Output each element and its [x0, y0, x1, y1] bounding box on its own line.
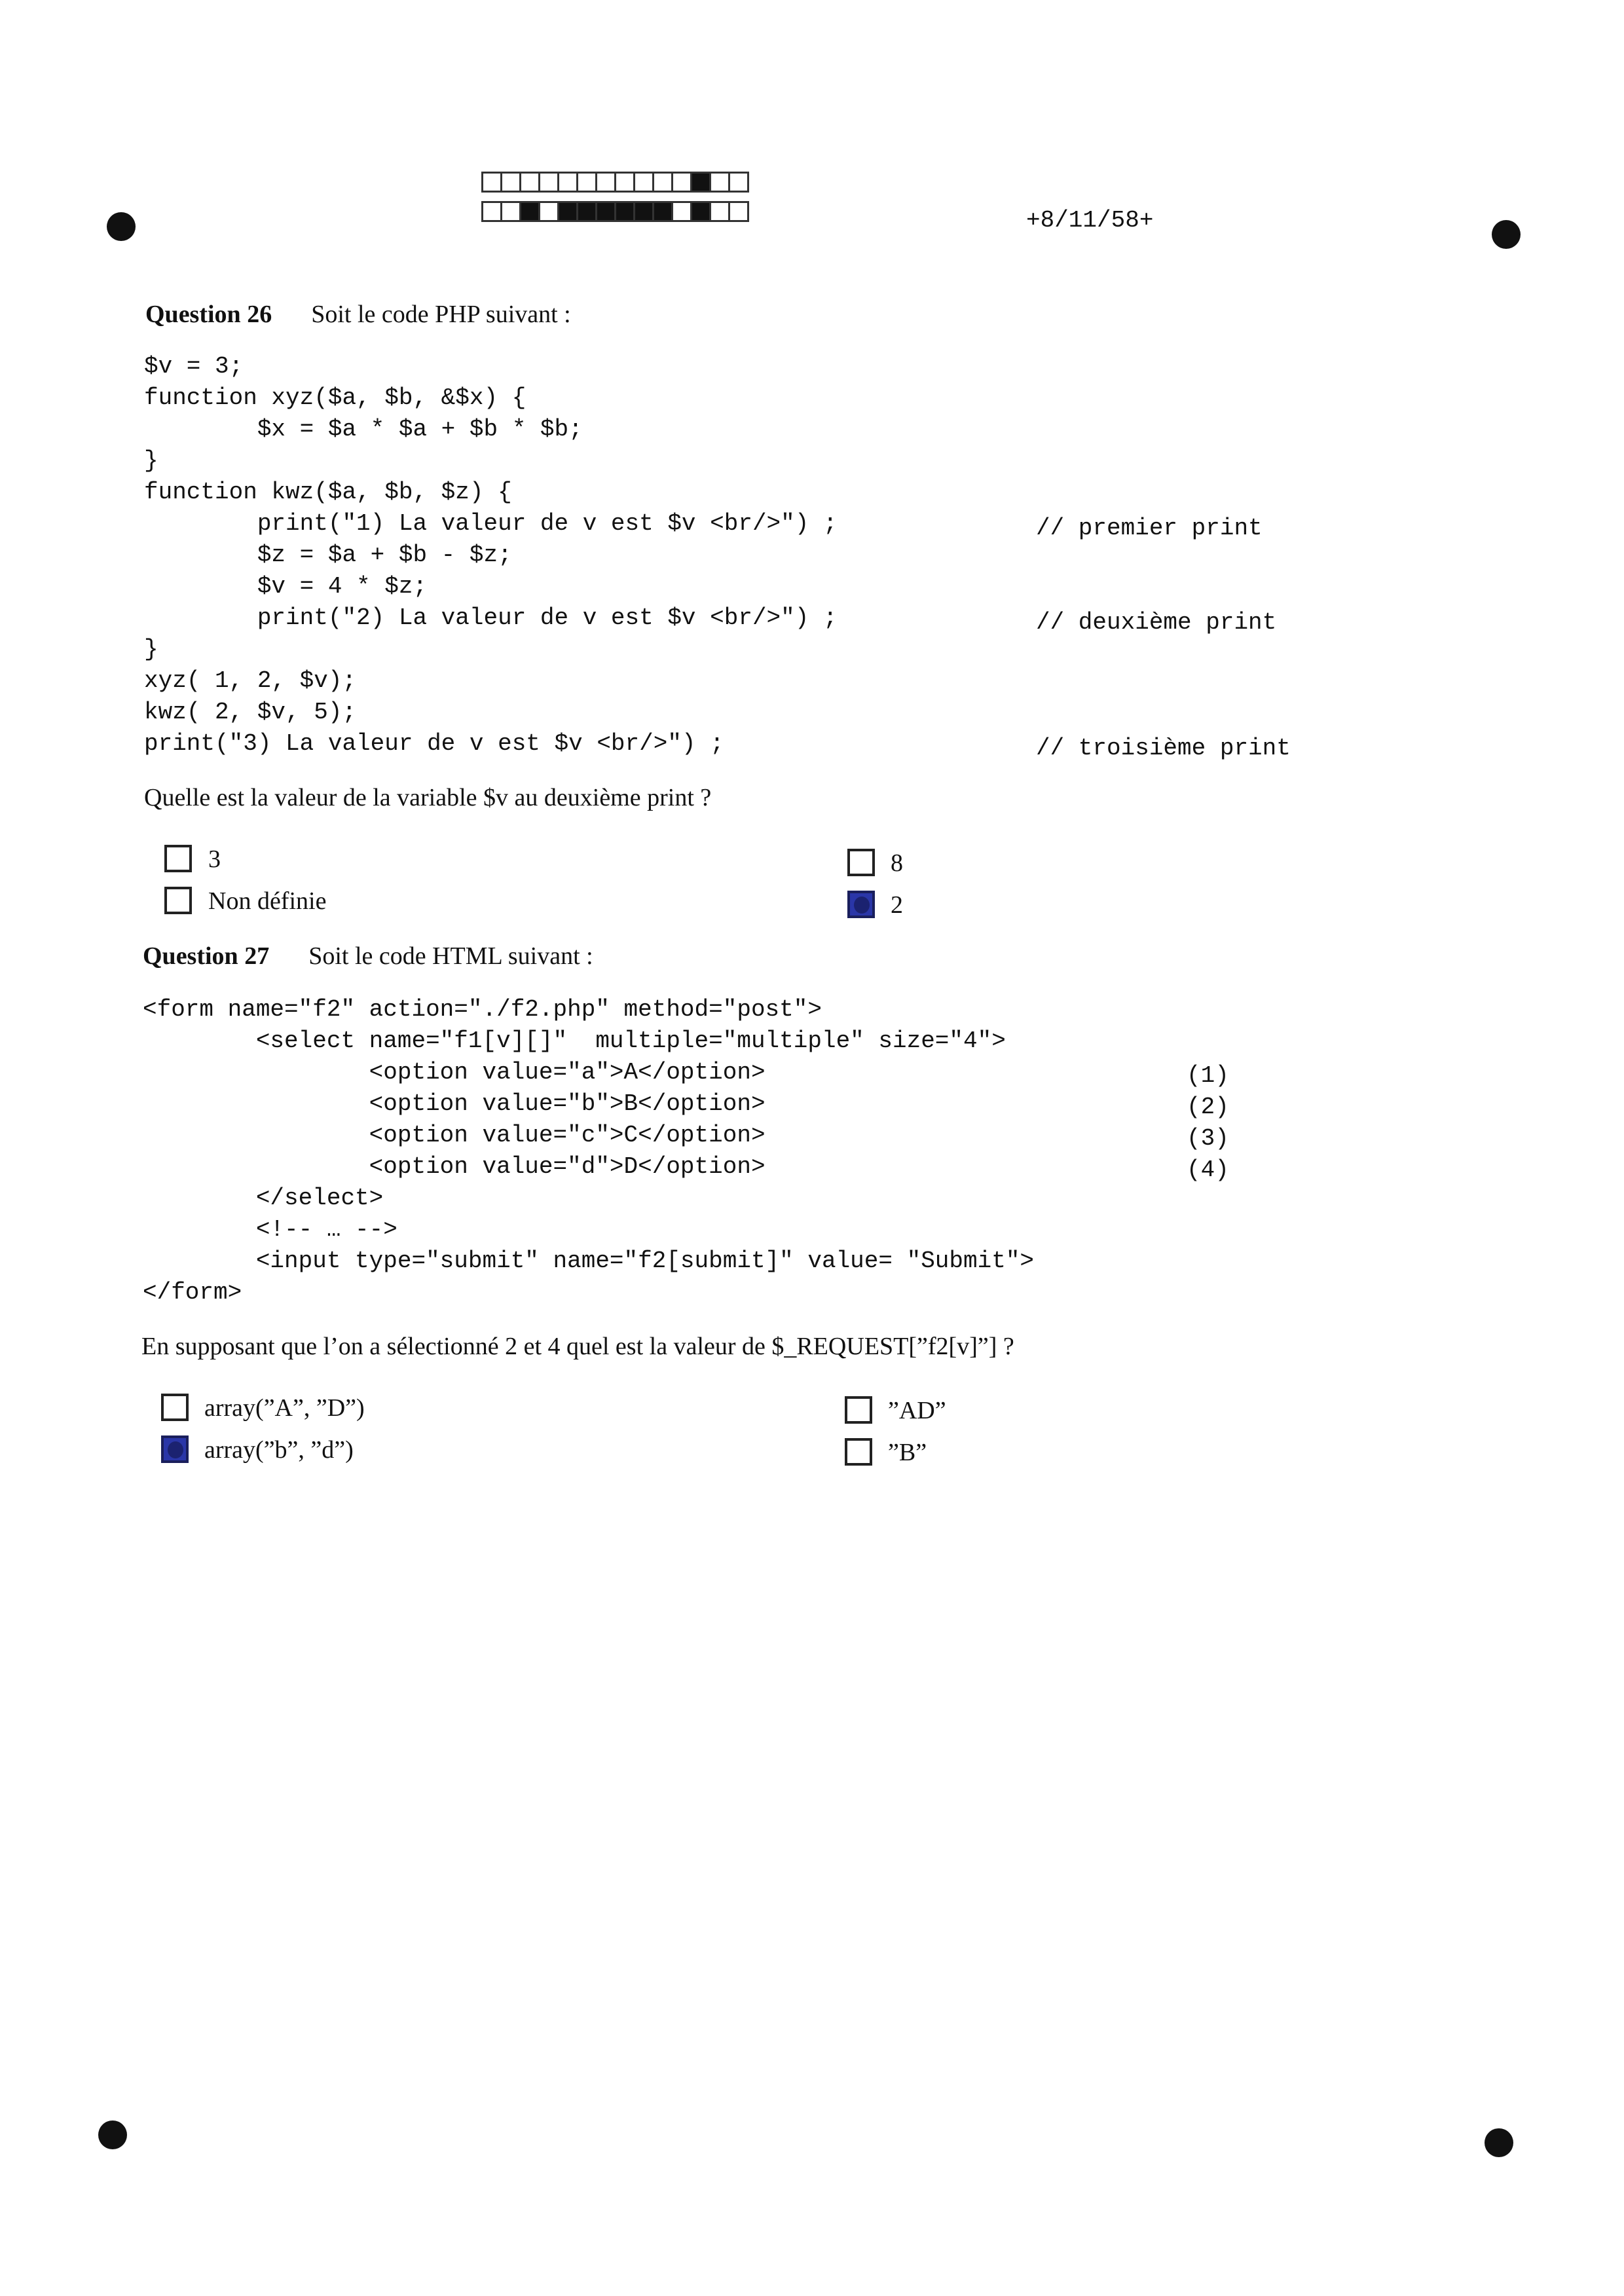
- barcode-cell: [500, 201, 521, 222]
- question-26-label: Question 26: [145, 301, 272, 328]
- php-code-line: $z = $a + $b - $z;: [144, 542, 512, 568]
- barcode-cell: [614, 201, 635, 222]
- barcode-cell: [500, 172, 521, 193]
- php-code-line: function kwz($a, $b, $z) {: [144, 479, 512, 506]
- html-code-line: <form name="f2" action="./f2.php" method="post">: [143, 996, 822, 1023]
- barcode-cell: [595, 172, 616, 193]
- registration-mark-top-left: [107, 212, 136, 241]
- html-code-line: <!-- … -->: [143, 1216, 397, 1243]
- php-code-line: function xyz($a, $b, &$x) {: [144, 384, 526, 411]
- barcode-cell: [671, 172, 692, 193]
- barcode-cell: [576, 172, 597, 193]
- barcode-cell: [519, 172, 540, 193]
- barcode-cell: [633, 201, 654, 222]
- barcode-cell: [709, 172, 730, 193]
- question-27-intro: Soit le code HTML suivant :: [308, 942, 593, 970]
- option-line-number-1: (1): [1187, 1062, 1229, 1089]
- answer-checkbox-3[interactable]: [164, 845, 192, 872]
- html-code-line: <option value="c">C</option>: [143, 1122, 766, 1149]
- barcode-cell: [728, 172, 749, 193]
- option-line-number-3: (3): [1187, 1125, 1229, 1152]
- answer-label-array-b-d: array(”b”, ”d”): [204, 1436, 354, 1464]
- php-code-line: $v = 3;: [144, 353, 244, 380]
- barcode-cell: [709, 201, 730, 222]
- php-code-line: $x = $a * $a + $b * $b;: [144, 416, 583, 443]
- html-code-line: <option value="b">B</option>: [143, 1090, 766, 1117]
- answer-checkbox-2[interactable]: [847, 891, 875, 918]
- question-27-label: Question 27: [143, 942, 270, 970]
- html-code-block: [143, 994, 1034, 1308]
- registration-mark-bottom-left: [98, 2120, 127, 2149]
- registration-mark-bottom-right: [1485, 2128, 1513, 2157]
- barcode-cell: [481, 172, 502, 193]
- answer-label-AD: ”AD”: [888, 1397, 946, 1424]
- answer-label-B: ”B”: [888, 1439, 927, 1466]
- barcode-cell: [557, 201, 578, 222]
- php-code-line: print("1) La valeur de v est $v <br/>") ;: [144, 510, 838, 537]
- barcode-cell: [652, 201, 673, 222]
- question-26-text: Quelle est la valeur de la variable $v au deuxième print ?: [144, 784, 712, 811]
- answer-checkbox-AD[interactable]: [845, 1396, 872, 1424]
- answer-checkbox-array-b-d[interactable]: [161, 1435, 189, 1463]
- html-code-line: <input type="submit" name="f2[submit]" value= "Submit">: [143, 1248, 1035, 1274]
- answer-label-3: 3: [208, 845, 221, 873]
- barcode-cell: [690, 201, 711, 222]
- answer-checkbox-non-definie[interactable]: [164, 887, 192, 914]
- answer-checkbox-B[interactable]: [845, 1438, 872, 1466]
- answer-label-2: 2: [891, 891, 903, 919]
- answer-checkbox-8[interactable]: [847, 849, 875, 876]
- barcode-top: [483, 172, 749, 193]
- html-code-line: </form>: [143, 1279, 242, 1306]
- answer-label-8: 8: [891, 849, 903, 877]
- comment-troisieme-print: // troisième print: [1036, 735, 1291, 762]
- answer-checkbox-array-A-D[interactable]: [161, 1394, 189, 1421]
- answer-label-non-definie: Non définie: [208, 887, 327, 915]
- comment-deuxieme-print: // deuxième print: [1036, 609, 1277, 636]
- barcode-cell: [538, 201, 559, 222]
- question-26-header: [145, 300, 571, 329]
- php-code-line: kwz( 2, $v, 5);: [144, 699, 357, 726]
- html-code-line: </select>: [143, 1185, 384, 1212]
- php-code-line: $v = 4 * $z;: [144, 573, 428, 600]
- question-26-intro: Soit le code PHP suivant :: [311, 301, 571, 328]
- barcode-cell: [633, 172, 654, 193]
- registration-mark-top-right: [1492, 220, 1521, 249]
- php-code-line: print("2) La valeur de v est $v <br/>") ;: [144, 604, 838, 631]
- comment-premier-print: // premier print: [1036, 515, 1263, 542]
- html-code-line: <option value="d">D</option>: [143, 1153, 766, 1180]
- barcode-cell: [595, 201, 616, 222]
- php-code-line: }: [144, 636, 158, 663]
- barcode-bottom: [483, 201, 749, 222]
- html-code-line: <select name="f1[v][]" multiple="multiple" size="4">: [143, 1028, 1006, 1054]
- barcode-cell: [557, 172, 578, 193]
- barcode-cell: [576, 201, 597, 222]
- php-code-line: }: [144, 447, 158, 474]
- barcode-cell: [652, 172, 673, 193]
- page-code: +8/11/58+: [1026, 207, 1154, 234]
- barcode-cell: [690, 172, 711, 193]
- php-code-block: [144, 351, 838, 760]
- html-code-line: <option value="a">A</option>: [143, 1059, 766, 1086]
- barcode-cell: [614, 172, 635, 193]
- answer-label-array-A-D: array(”A”, ”D”): [204, 1394, 365, 1422]
- barcode-cell: [481, 201, 502, 222]
- barcode-cell: [671, 201, 692, 222]
- barcode-cell: [728, 201, 749, 222]
- barcode-cell: [519, 201, 540, 222]
- php-code-line: print("3) La valeur de v est $v <br/>") ;: [144, 730, 724, 757]
- barcode-cell: [538, 172, 559, 193]
- option-line-number-4: (4): [1187, 1157, 1229, 1183]
- question-27-header: [143, 942, 593, 971]
- option-line-number-2: (2): [1187, 1094, 1229, 1120]
- php-code-line: xyz( 1, 2, $v);: [144, 667, 357, 694]
- question-27-text: En supposant que l’on a sélectionné 2 et 4 quel est la valeur de $_REQUEST[”f2[v]”] ?: [141, 1333, 1014, 1360]
